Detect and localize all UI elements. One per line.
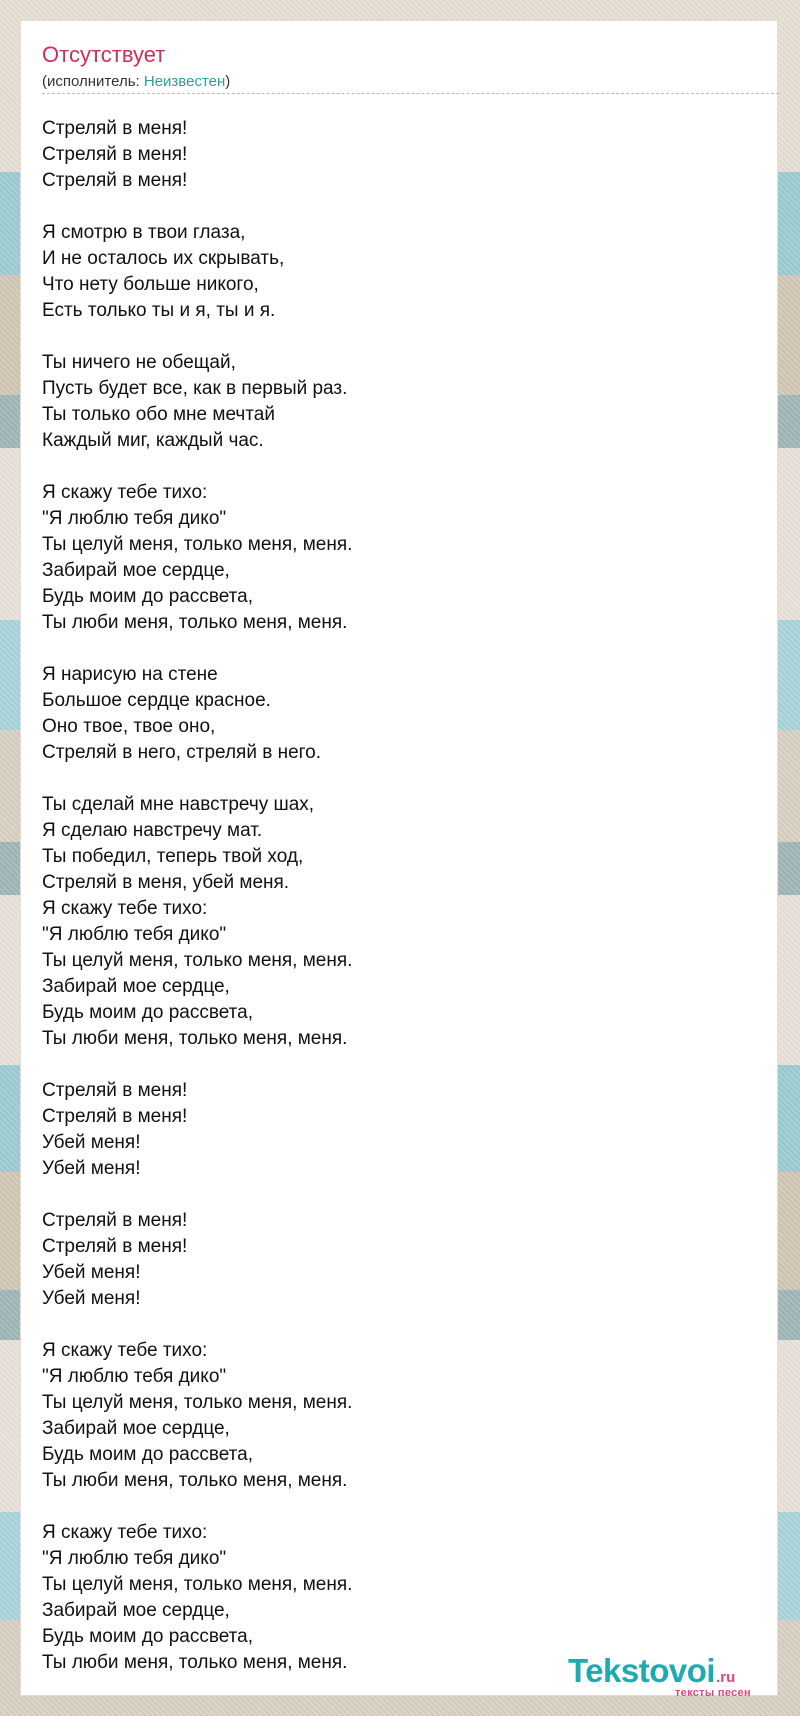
lyric-line: Ты люби меня, только меня, меня. xyxy=(42,1028,348,1049)
lyric-line: "Я люблю тебя дико" xyxy=(42,1548,227,1569)
lyric-line: Я скажу тебе тихо: xyxy=(42,482,208,503)
stanza-gap xyxy=(42,636,742,662)
artist-suffix: ) xyxy=(225,73,231,90)
lyric-line: "Я люблю тебя дико" xyxy=(42,924,227,945)
stanza-gap xyxy=(42,1312,742,1338)
lyric-line: Большое сердце красное. xyxy=(42,690,271,711)
artist-link[interactable]: Неизвестен xyxy=(143,73,226,90)
stanza-gap xyxy=(42,1052,742,1078)
lyric-line: Забирай мое сердце, xyxy=(42,560,230,581)
lyric-line: Ты люби меня, только меня, меня. xyxy=(42,612,348,633)
lyric-line: Ты целуй меня, только меня, меня. xyxy=(42,1574,353,1595)
lyric-line: Ты целуй меня, только меня, меня. xyxy=(42,1392,353,1413)
lyric-line: Стреляй в меня! xyxy=(42,1210,188,1231)
logo-word: Tekstovoi xyxy=(568,1652,716,1689)
lyric-line: Стреляй в меня! xyxy=(42,118,188,139)
lyric-line: Стреляй в меня, убей меня. xyxy=(42,872,290,893)
lyric-line: Стреляй в меня! xyxy=(42,170,188,191)
lyrics-text xyxy=(42,116,742,1676)
lyric-line: Стреляй в него, стреляй в него. xyxy=(42,742,322,763)
lyric-line: Пусть будет все, как в первый раз. xyxy=(42,378,348,399)
lyric-line: Убей меня! xyxy=(42,1132,141,1153)
artist-line xyxy=(42,72,779,94)
lyric-line: Я смотрю в твои глаза, xyxy=(42,222,246,243)
lyric-line: "Я люблю тебя дико" xyxy=(42,1366,227,1387)
lyric-line: Убей меня! xyxy=(42,1262,141,1283)
lyric-line: Ты целуй меня, только меня, меня. xyxy=(42,534,353,555)
logo-tagline: тексты песен xyxy=(675,1687,751,1699)
lyric-line: Ты победил, теперь твой ход, xyxy=(42,846,304,867)
stanza-gap xyxy=(42,194,742,220)
lyric-line: Будь моим до рассвета, xyxy=(42,1444,253,1465)
lyric-line: Ты целуй меня, только меня, меня. xyxy=(42,950,353,971)
lyric-line: Убей меня! xyxy=(42,1158,141,1179)
logo-tld: .ru xyxy=(716,1669,736,1686)
lyric-line: Будь моим до рассвета, xyxy=(42,1626,253,1647)
artist-prefix: (исполнитель: xyxy=(42,73,144,90)
stanza-gap xyxy=(42,454,742,480)
lyric-line: Будь моим до рассвета, xyxy=(42,1002,253,1023)
lyric-line: Ты ничего не обещай, xyxy=(42,352,236,373)
lyric-line: Ты только обо мне мечтай xyxy=(42,404,275,425)
lyric-line: Ты люби меня, только меня, меня. xyxy=(42,1652,348,1673)
stanza-gap xyxy=(42,324,742,350)
lyric-line: Оно твое, твое оно, xyxy=(42,716,216,737)
lyric-line: Есть только ты и я, ты и я. xyxy=(42,300,276,321)
lyric-line: И не осталось их скрывать, xyxy=(42,248,285,269)
lyric-line: Забирай мое сердце, xyxy=(42,976,230,997)
lyric-line: Стреляй в меня! xyxy=(42,1236,188,1257)
site-logo[interactable] xyxy=(568,1653,778,1701)
lyric-line: Я скажу тебе тихо: xyxy=(42,1522,208,1543)
lyric-line: Будь моим до рассвета, xyxy=(42,586,253,607)
lyric-line: "Я люблю тебя дико" xyxy=(42,508,227,529)
lyric-line: Я скажу тебе тихо: xyxy=(42,1340,208,1361)
song-title: Отсутствует xyxy=(42,42,166,67)
lyric-line: Я скажу тебе тихо: xyxy=(42,898,208,919)
stanza-gap xyxy=(42,1494,742,1520)
lyric-line: Ты люби меня, только меня, меня. xyxy=(42,1470,348,1491)
stanza-gap xyxy=(42,1182,742,1208)
lyric-line: Убей меня! xyxy=(42,1288,141,1309)
lyric-line: Стреляй в меня! xyxy=(42,144,188,165)
lyric-line: Забирай мое сердце, xyxy=(42,1600,230,1621)
lyric-line: Я сделаю навстречу мат. xyxy=(42,820,263,841)
lyric-line: Что нету больше никого, xyxy=(42,274,259,295)
lyrics-card xyxy=(21,21,777,1695)
lyric-line: Каждый миг, каждый час. xyxy=(42,430,264,451)
lyric-line: Ты сделай мне навстречу шах, xyxy=(42,794,315,815)
lyric-line: Забирай мое сердце, xyxy=(42,1418,230,1439)
stanza-gap xyxy=(42,766,742,792)
lyric-line: Стреляй в меня! xyxy=(42,1080,188,1101)
lyric-line: Я нарисую на стене xyxy=(42,664,218,685)
lyric-line: Стреляй в меня! xyxy=(42,1106,188,1127)
